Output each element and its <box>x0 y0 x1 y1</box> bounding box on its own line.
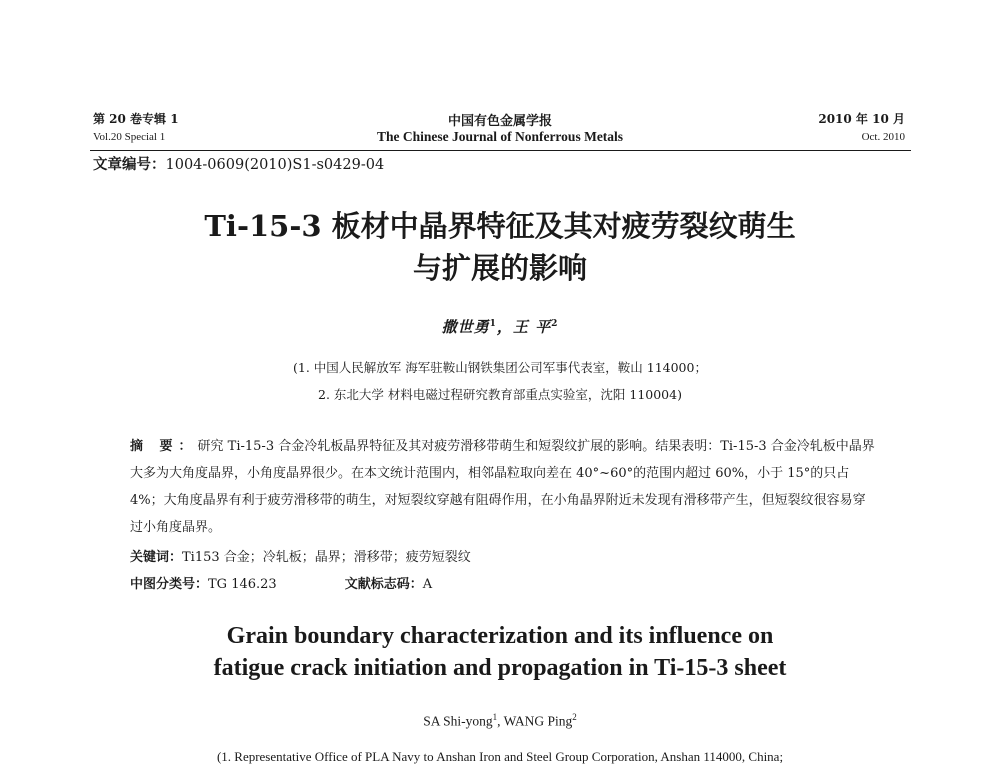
author-cn-2-affil: 2 <box>551 319 559 329</box>
abstract-cn <box>130 433 878 541</box>
doc-code-label: 文献标志码： <box>344 577 423 592</box>
title-en <box>0 620 1000 684</box>
affiliation-cn-2: 2. 东北大学 材料电磁过程研究教育部重点实验室，沈阳 110004) <box>318 387 682 402</box>
classification <box>130 573 432 592</box>
article-number-label: 文章编号： <box>93 156 166 173</box>
title-cn-line2: 与扩展的影响 <box>412 251 587 285</box>
author-cn-1-affil: 1 <box>489 319 497 329</box>
issue-date-cn: 2010 年 10 月 <box>818 112 905 126</box>
author-cn-2: 王 平 <box>512 318 552 336</box>
title-cn <box>0 205 1000 289</box>
journal-title-en: The Chinese Journal of Nonferrous Metals <box>376 129 624 144</box>
volume-cn: 第 20 卷专辑 1 <box>93 112 179 126</box>
author-cn-1: 撒世勇 <box>441 318 490 336</box>
issue-date-en: Oct. 2010 <box>861 131 905 143</box>
author-en-2: WANG Ping <box>503 713 573 729</box>
author-en-separator: , <box>497 713 504 729</box>
author-en-2-affil: 2 <box>572 712 577 722</box>
abstract-label: 摘 要： <box>130 439 198 454</box>
doc-code-value: A <box>422 577 433 592</box>
abstract-text: 研究 Ti-15-3 合金冷轧板晶界特征及其对疲劳滑移带萌生和短裂纹扩展的影响。结果表明：Ti-15-3 合金冷轧板中晶界大多为大角度晶界，小角度晶界很少。在本文统计范围内，相邻晶粒取向差在 40°~60°的范围内超过 60%，小于 15°的只占 4%；大角度晶界有利于疲劳滑移带的萌生，对短裂纹穿越有阻碍作用，在小角晶界附近未发现有滑移带产生，但短裂纹很容易穿过小角度晶界。 <box>130 439 875 535</box>
author-en-1-affil: 1 <box>492 712 498 722</box>
clc-value: TG 146.23 <box>208 577 277 592</box>
author-separator: ， <box>496 318 513 336</box>
title-cn-line1: Ti-15-3 板材中晶界特征及其对疲劳裂纹萌生 <box>204 209 796 243</box>
authors-en <box>0 712 1000 730</box>
title-en-line2: fatigue crack initiation and propagation in Ti-15-3 sheet <box>213 655 787 681</box>
header-rule <box>90 150 911 151</box>
affiliation-en-1: (1. Representative Office of PLA Navy to Anshan Iron and Steel Group Corporation, Anshan 114000, China; <box>216 749 784 764</box>
article-number <box>93 153 384 174</box>
affiliation-cn-1: (1. 中国人民解放军 海军驻鞍山钢铁集团公司军事代表室，鞍山 114000； <box>293 360 707 375</box>
keywords-text: Ti153 合金；冷轧板；晶界；滑移带；疲劳短裂纹 <box>182 550 471 565</box>
clc-label: 中图分类号： <box>130 577 209 592</box>
title-en-line1: Grain boundary characterization and its influence on <box>226 623 774 649</box>
author-en-1: SA Shi-yong <box>423 713 493 729</box>
journal-title-cn: 中国有色金属学报 <box>447 114 552 129</box>
authors-cn <box>0 316 1000 337</box>
article-number-value: 1004-0609(2010)S1-s0429-04 <box>165 157 385 173</box>
keywords-cn <box>130 546 471 565</box>
keywords-label: 关键词： <box>130 550 183 565</box>
volume-en: Vol.20 Special 1 <box>93 131 166 143</box>
